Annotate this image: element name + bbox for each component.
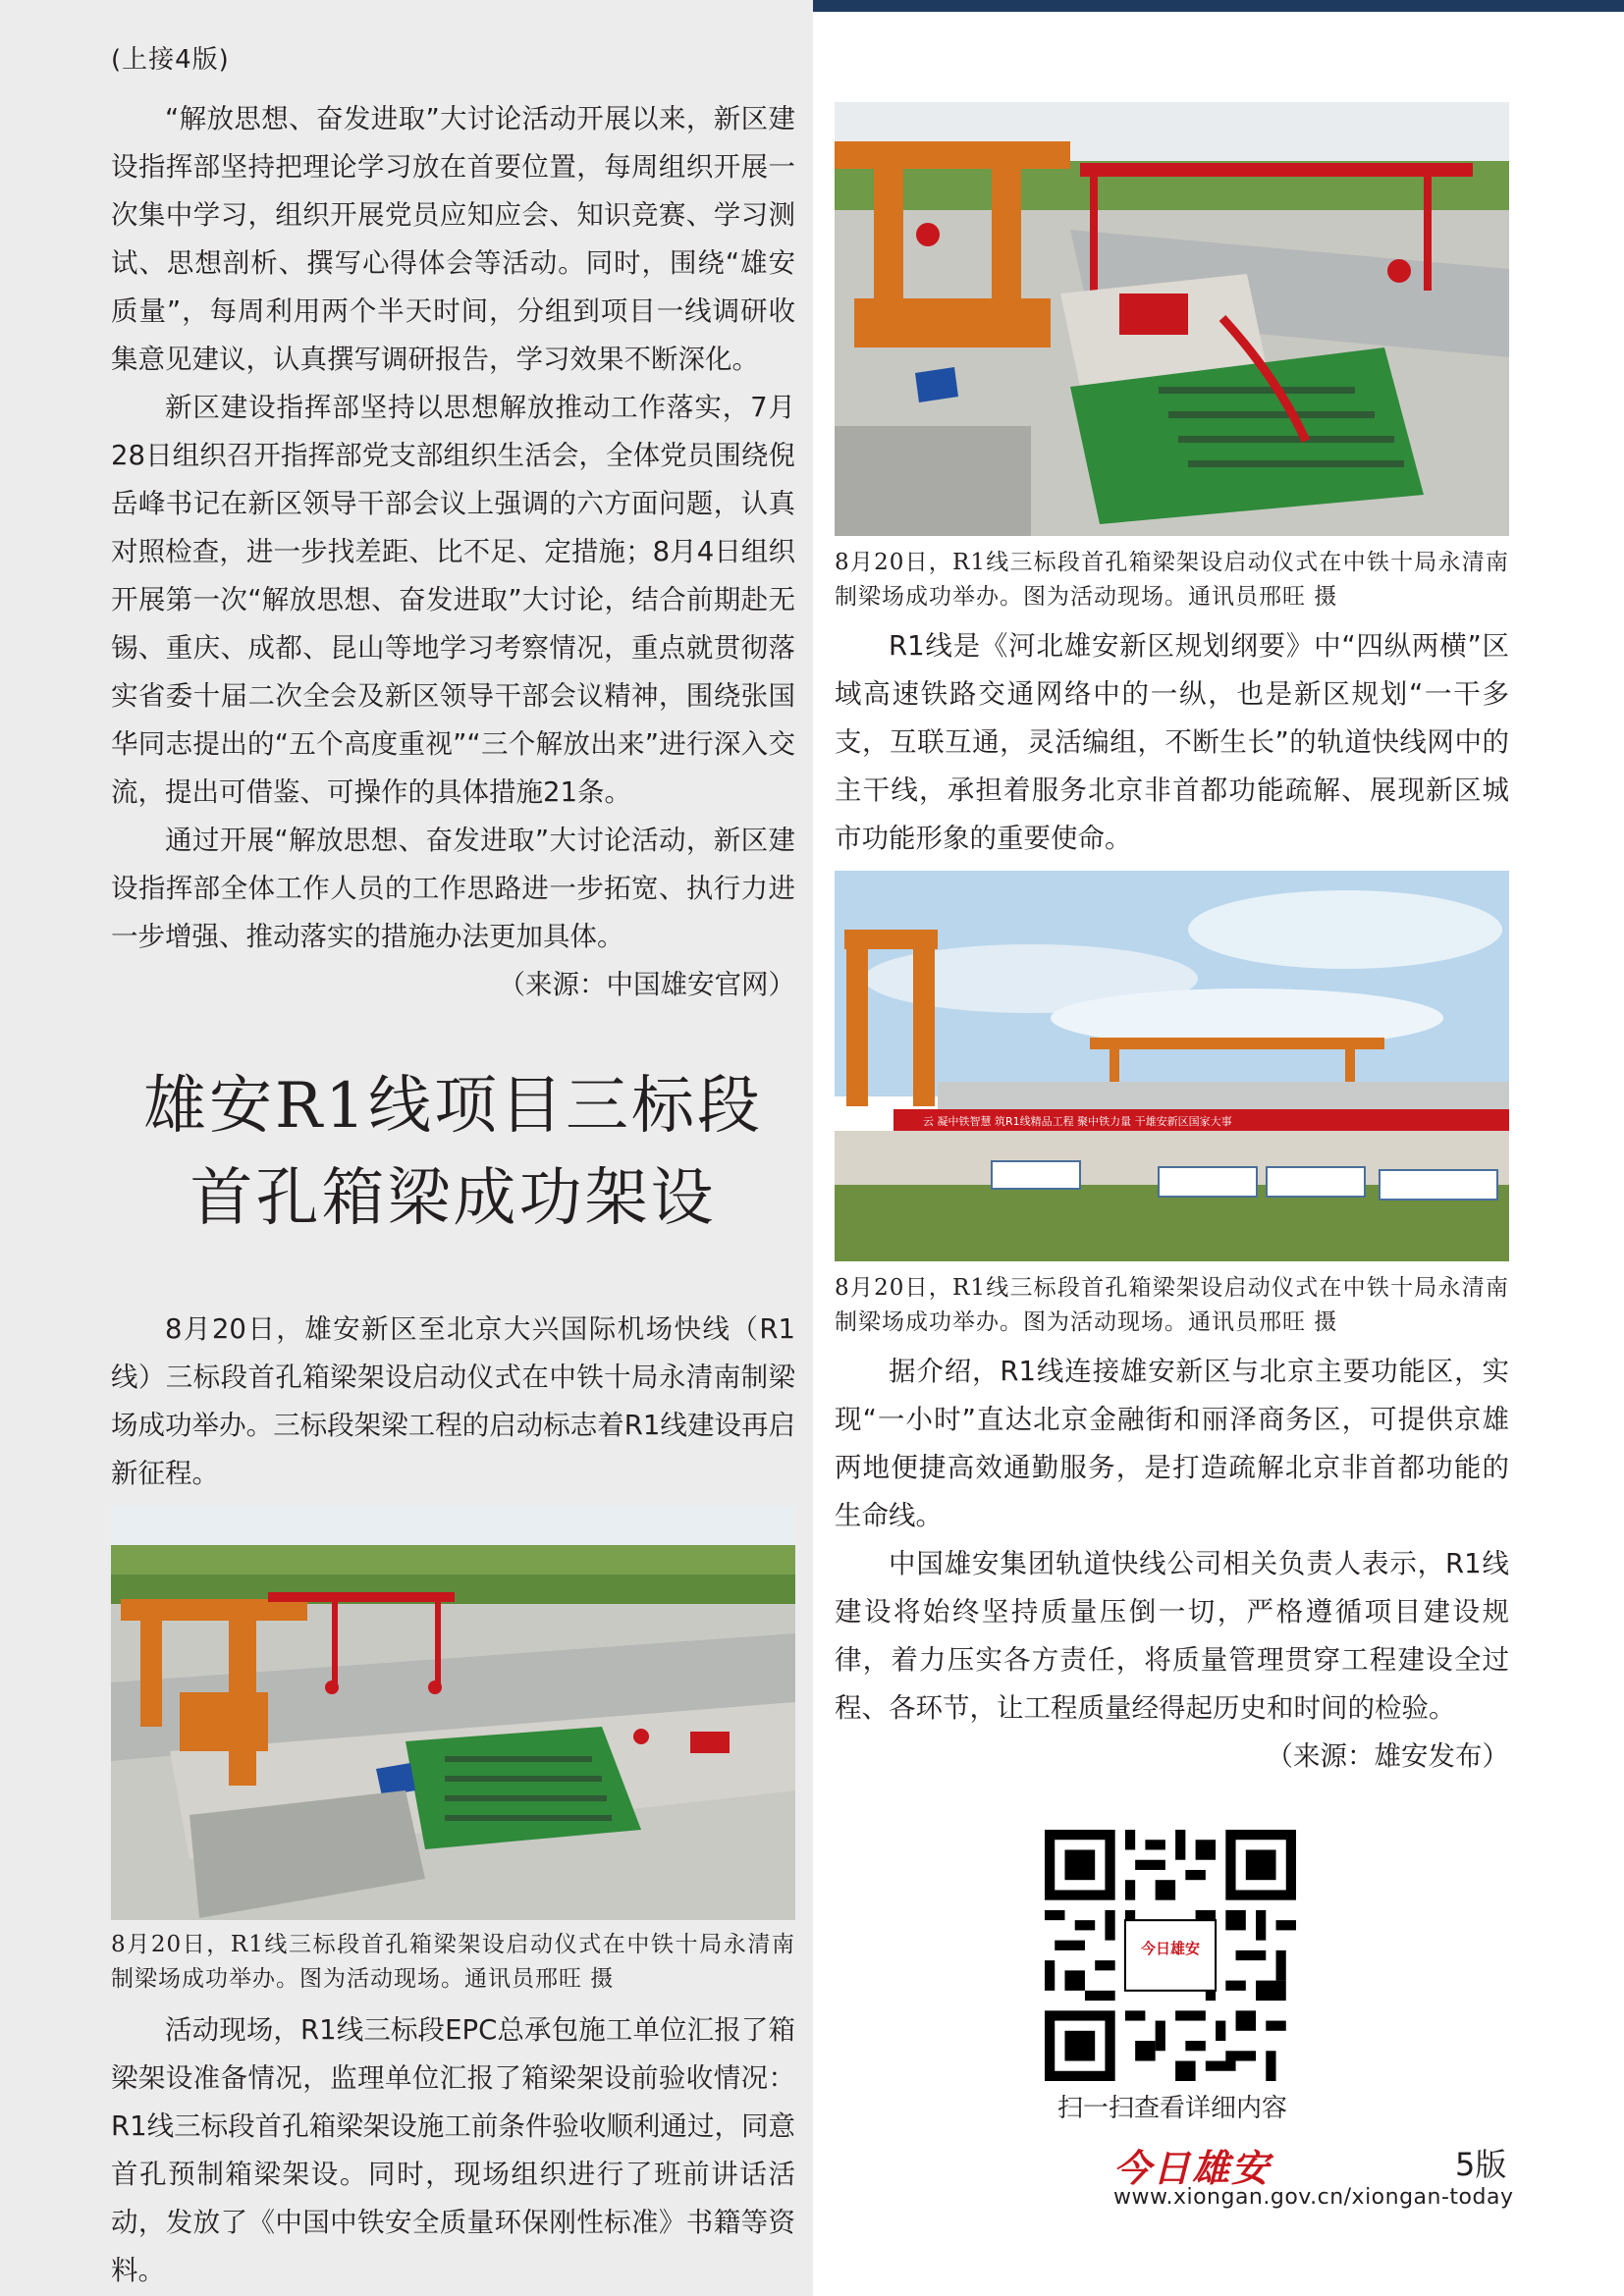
photo-caption-2: 8月20日，R1线三标段首孔箱梁架设启动仪式在中铁十局永清南制梁场成功举办。图为活动现场。通讯员邢旺 摄: [835, 550, 1509, 610]
headline-line-2: 首孔箱梁成功架设: [189, 1162, 717, 1235]
page-number: 5版: [1455, 2146, 1507, 2183]
source-line-1: （来源：中国雄安官网）: [498, 969, 795, 1000]
paragraph-intro: 8月20日，雄安新区至北京大兴国际机场快线（R1线）三标段首孔箱梁架设启动仪式在中铁十局永清南制梁场成功举办。三标段架梁工程的启动标志着R1线建设再启新征程。: [111, 1313, 795, 1489]
paragraph-quality: 中国雄安集团轨道快线公司相关负责人表示，R1线建设将始终坚持质量压倒一切，严格遵循项目建设规律，着力压实各方责任，将质量管理贯穿工程建设全过程、各环节，让工程质量经得起历史和时间的检验。: [835, 1548, 1509, 1724]
headline-line-1: 雄安R1线项目三标段: [143, 1070, 763, 1143]
right-column: [835, 102, 1509, 1781]
paragraph-intro-r1: 据介绍，R1线连接雄安新区与北京主要功能区，实现“一小时”直达北京金融街和丽泽商务区，可提供京雄两地便捷高效通勤服务，是打造疏解北京非首都功能的生命线。: [835, 1356, 1509, 1531]
paragraph-result: 通过开展“解放思想、奋发进取”大讨论活动，新区建设指挥部全体工作人员的工作思路进一步拓宽、执行力进一步增强、推动落实的措施办法更加具体。: [111, 825, 795, 952]
footer-logo: 今日雄安: [1113, 2146, 1272, 2190]
paragraph-activity: 活动现场，R1线三标段EPC总承包施工单位汇报了箱梁架设准备情况，监理单位汇报了箱梁架设前验收情况：R1线三标段首孔箱梁架设施工前条件验收顺利通过，同意首孔预制箱梁架设。同时，现场组织进行了班前讲话活动，发放了《中国中铁安全质量环保刚性标准》书籍等资料。: [111, 2014, 795, 2286]
photo-caption-3: 8月20日，R1线三标段首孔箱梁架设启动仪式在中铁十局永清南制梁场成功举办。图为活动现场。通讯员邢旺 摄: [835, 1275, 1509, 1335]
photo-caption-1: 8月20日，R1线三标段首孔箱梁架设启动仪式在中铁十局永清南制梁场成功举办。图为活动现场。通讯员邢旺 摄: [111, 1932, 795, 1992]
footer-url[interactable]: www.xiongan.gov.cn/xiongan-today: [1113, 2185, 1514, 2210]
photo-ceremony-aerial-2: [835, 102, 1509, 536]
qr-code[interactable]: [1045, 1830, 1296, 2081]
qr-scan-caption: 扫一扫查看详细内容: [1056, 2094, 1287, 2123]
article-headline: [111, 1060, 795, 1245]
paragraph-plan: R1线是《河北雄安新区规划纲要》中“四纵两横”区域高速铁路交通网络中的一纵，也是新区规划“一干多支，互联互通，灵活编组，不断生长”的轨道快线网中的主干线，承担着服务北京非首都功能疏解、展现新区城市功能形象的重要使命。: [835, 630, 1509, 854]
paragraph-meeting: 新区建设指挥部坚持以思想解放推动工作落实，7月28日组织召开指挥部党支部组织生活会，全体党员围绕倪岳峰书记在新区领导干部会议上强调的六方面问题，认真对照检查，进一步找差距、比不足、定措施；8月4日组织开展第一次“解放思想、奋发进取”大讨论，结合前期赴无锡、重庆、成都、昆山等地学习考察情况，重点就贯彻落实省委十届二次全会及新区领导干部会议精神，围绕张国华同志提出的“五个高度重视”“三个解放出来”进行深入交流，提出可借鉴、可操作的具体措施21条。: [111, 392, 795, 808]
photo-viaduct-banner: [835, 871, 1509, 1261]
qr-center-label: 今日雄安: [1140, 1940, 1200, 1957]
photo-ceremony-aerial-1: [111, 1506, 795, 1920]
paragraph-study: “解放思想、奋发进取”大讨论活动开展以来，新区建设指挥部坚持把理论学习放在首要位置，每周组织开展一次集中学习，组织开展党员应知应会、知识竞赛、学习测试、思想剖析、撰写心得体会等活动。同时，围绕“雄安质量”，每周利用两个半天时间，分组到项目一线调研收集意见建议，认真撰写调研报告，学习效果不断深化。: [111, 103, 795, 375]
viaduct-banner-text: 云 凝中铁智慧 筑R1线精品工程 聚中铁力量 干雄安新区国家大事: [923, 1115, 1232, 1128]
source-line-2: （来源：雄安发布）: [1266, 1740, 1509, 1772]
continued-note: (上接4版): [111, 45, 230, 75]
left-column: [111, 39, 795, 2295]
